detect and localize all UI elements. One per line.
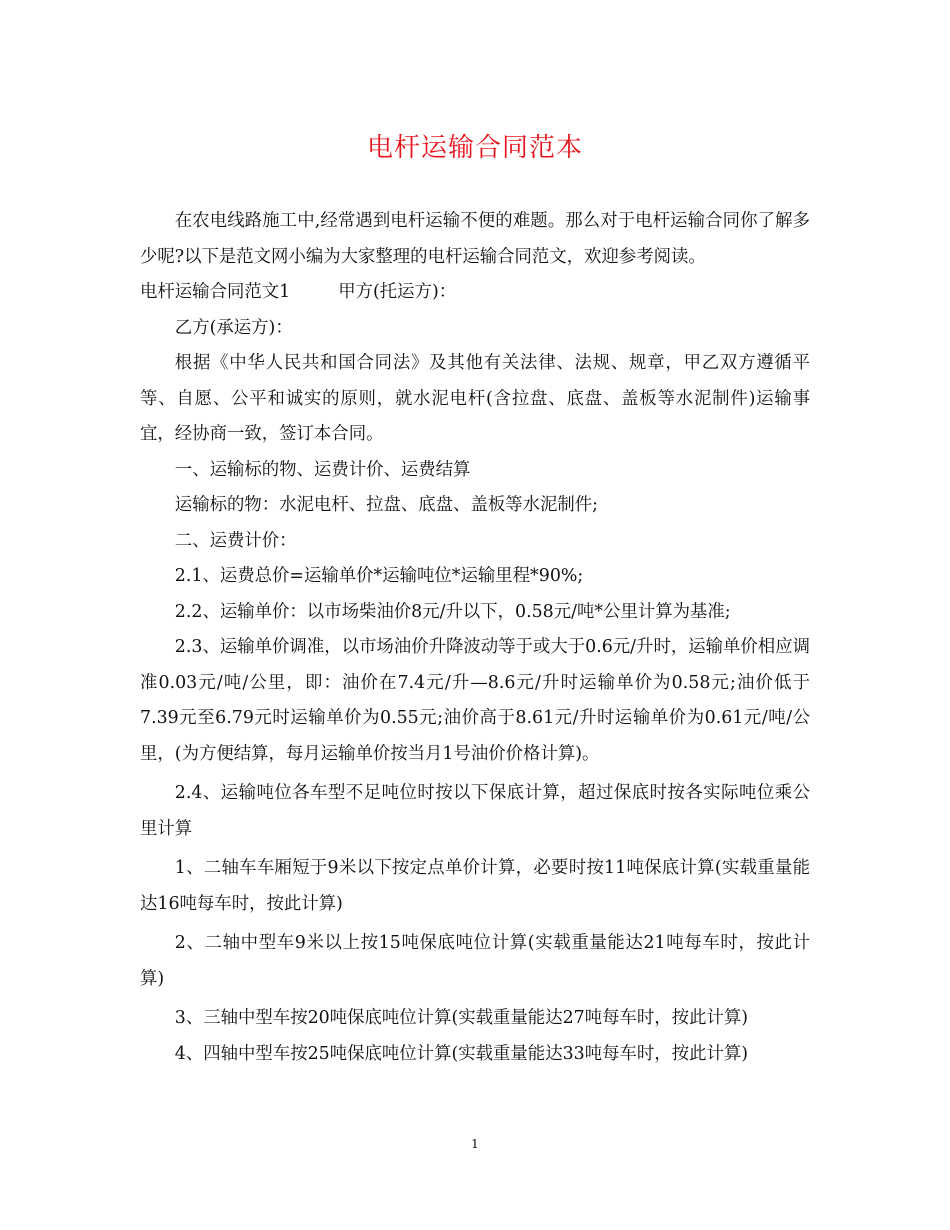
item-3: 3、三轴中型车按20吨保底吨位计算(实载重量能达27吨每车时，按此计算)	[174, 1008, 749, 1028]
paragraph-basis: 根据《中华人民共和国合同法》及其他有关法律、法规、规章，甲乙双方遵循平等、自愿、公平和诚实的原则，就水泥电杆(含拉盘、底盘、盖板等水泥制件)运输事宜，经协商一致，签订本合同。	[140, 353, 810, 444]
contract-sample-label: 电杆运输合同范文1	[140, 282, 291, 302]
paragraph-contract-heading	[140, 275, 810, 311]
clause-2-2: 2.2、运输单价：以市场柴油价8元/升以下，0.58元/吨*公里计算为基准;	[174, 601, 731, 622]
clause-2-4: 2.4、运输吨位各车型不足吨位时按以下保底计算，超过保底时按各实际吨位乘公里计算	[140, 783, 810, 839]
item-4: 4、四轴中型车按25吨保底吨位计算(实载重量能达33吨每车时，按此计算)	[174, 1043, 749, 1064]
section-heading-1: 一、运输标的物、运费计价、运费结算	[174, 459, 471, 480]
paragraph-subject: 运输标的物：水泥电杆、拉盘、底盘、盖板等水泥制件;	[174, 495, 599, 515]
item-2: 2、二轴中型车9米以上按15吨保底吨位计算(实载重量能达21吨每车时，按此计算)	[140, 933, 810, 989]
paragraph-intro: 在农电线路施工中,经常遇到电杆运输不便的难题。那么对于电杆运输合同你了解多少呢?以下是范文网小编为大家整理的电杆运输合同范文，欢迎参考阅读。	[140, 211, 810, 267]
page-number: 1	[471, 1137, 479, 1151]
clause-2-1: 2.1、运费总价=运输单价*运输吨位*运输里程*90%;	[174, 566, 584, 586]
party-a-label: 甲方(托运方)：	[338, 282, 457, 302]
section-heading-2: 二、运费计价：	[174, 530, 297, 551]
party-b-label: 乙方(承运方)：	[174, 317, 293, 338]
document-title: 电杆运输合同范本	[366, 133, 583, 163]
clause-2-3: 2.3、运输单价调准，以市场油价升降波动等于或大于0.6元/升时，运输单价相应调准0.03元/吨/公里，即：油价在7.4元/升—8.6元/升时运输单价为0.58元;油价低于7.39元至6.79元时运输单价为0.55元;油价高于8.61元/升时运输单价为0.61元/吨/公里，(为方便结算，每月运输单价按当月1号油价价格计算)。	[140, 637, 810, 764]
item-1: 1、二轴车车厢短于9米以下按定点单价计算，必要时按11吨保底计算(实载重量能达16吨每车时，按此计算)	[140, 858, 810, 914]
document-body	[140, 204, 810, 1072]
